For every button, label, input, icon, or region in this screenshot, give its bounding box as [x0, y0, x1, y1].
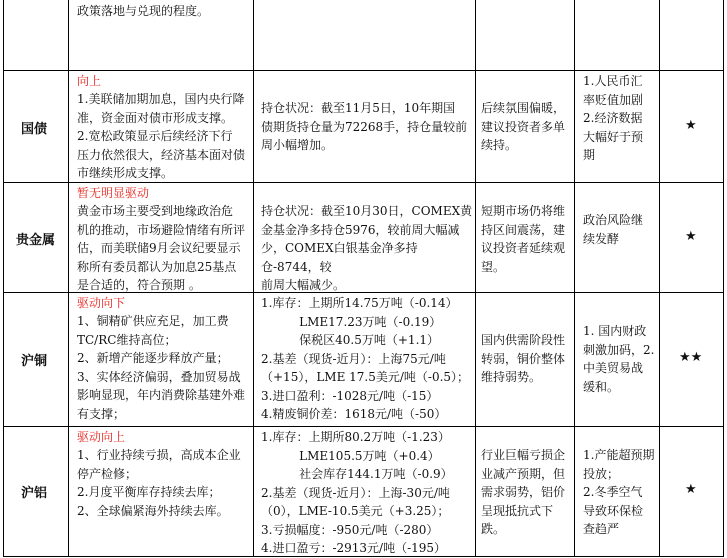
row-driver-title: 向上: [77, 74, 102, 88]
row-name: 国债: [21, 122, 48, 137]
row-name: 沪铜: [21, 354, 48, 369]
row-outlook: 国内供需阶段性 转弱，铜价整体 维持弱势。: [481, 333, 566, 384]
row-rating: ★: [685, 118, 697, 133]
row-driver-text: 1.美联储加期加息，国内央行降 准，资金面对债市形成支撑。 2.宽松政策显示后续经济下行 压力依然很大，经济基本面对债 市继续形成支撑。: [77, 92, 246, 180]
grid-line: [3, 0, 4, 557]
row-rating: ★: [685, 482, 697, 497]
grid-line: [68, 0, 69, 557]
grid-line: [475, 0, 476, 557]
grid-line: [3, 70, 724, 71]
row-risk: 1.人民币汇 率贬值加剧 2.经济数据 大幅好于预 期: [583, 74, 644, 162]
row-driver-text: 黄金市场主要受到地缘政治危 机的推动，市场避险情绪有所评 估，而美联储9月会议纪要显示 称所有委员都认为加息25基点 是合适的，符合预期 。: [77, 204, 246, 292]
row-outlook: 短期市场仍将维 持区间震荡，建 议投资者延续观 望。: [481, 204, 566, 274]
row-rating: ★★: [679, 350, 703, 365]
row-inventory: 1.库存：上期所80.2万吨（-1.23） LME105.5万吨（+0.4） 社会库存144.1万吨（-0.9） 2.基差（现货-近月）：上海-30元/吨 （0），LME-10.5美元（+3.25）； 3.亏损幅度：-950元/吨（-280） 4.进口盈亏：-2913元/吨（-195）: [261, 430, 453, 555]
row-outlook: 后续氛围偏暖， 建议投资者多单 续持。: [481, 101, 566, 152]
row-name: 沪铝: [21, 486, 48, 501]
row-risk: 1. 国内财政 刺激加码，2. 中美贸易战 缓和。: [583, 324, 655, 394]
row-risk: 政治风险继 续发酵: [583, 213, 644, 246]
row-name: 贵金属: [16, 233, 56, 248]
top-row-analysis: 政策落地与兑现的程度。: [77, 4, 210, 18]
grid-line: [659, 0, 660, 557]
row-driver-title: 驱动向下: [77, 296, 126, 310]
grid-line: [3, 426, 724, 427]
row-inventory: 1.库存：上期所14.75万吨（-0.14） LME17.23万吨（-0.19） 保税区40.5万吨（+1.1） 2.基差（现货-近月）：上海75元/吨 （+15），LME 17.5美元/吨（-0.5）； 3.进口盈利：-1028元/吨（-15） 4.精废铜价差：1618元/吨（-50）: [261, 296, 470, 421]
row-risk: 1.产能超预期 投放； 2.冬季空气 导致环保检 查趋严: [583, 448, 655, 536]
row-inventory: 持仓状况：截至11月5日，10年期国 债期货持仓量为72268手，持仓量较前 周小幅增加。: [261, 101, 468, 152]
row-rating: ★: [685, 229, 697, 244]
grid-line: [723, 0, 724, 557]
grid-line: [574, 0, 575, 557]
row-outlook: 行业巨幅亏损企 业减产预期，但 需求弱势，铝价 呈现抵抗式下 跌。: [481, 448, 566, 536]
row-driver-title: 驱动向上: [77, 430, 126, 444]
row-inventory: 持仓状况：截至10月30日，COMEX黄 金基金净多持仓5976，较前周大幅减 少，COMEX白银基金净多持仓-8744，较 前周大幅减少。: [261, 204, 473, 292]
row-driver-text: 1、铜精矿供应充足，加工费 TC/RC维持高位； 2、新增产能逐步释放产量； 3、实体经济偏弱，叠加贸易战 影响显现，年内消费除基建外难 有支撑；: [77, 314, 246, 421]
row-driver-text: 1、行业持续亏损，高成本企业 停产检修； 2.月度平衡库存持续去库； 2、全球偏紧海外持续去库。: [77, 448, 241, 518]
row-driver-title: 暂无明显驱动: [77, 186, 150, 200]
grid-line: [253, 0, 254, 557]
commodity-table: [3, 0, 724, 557]
